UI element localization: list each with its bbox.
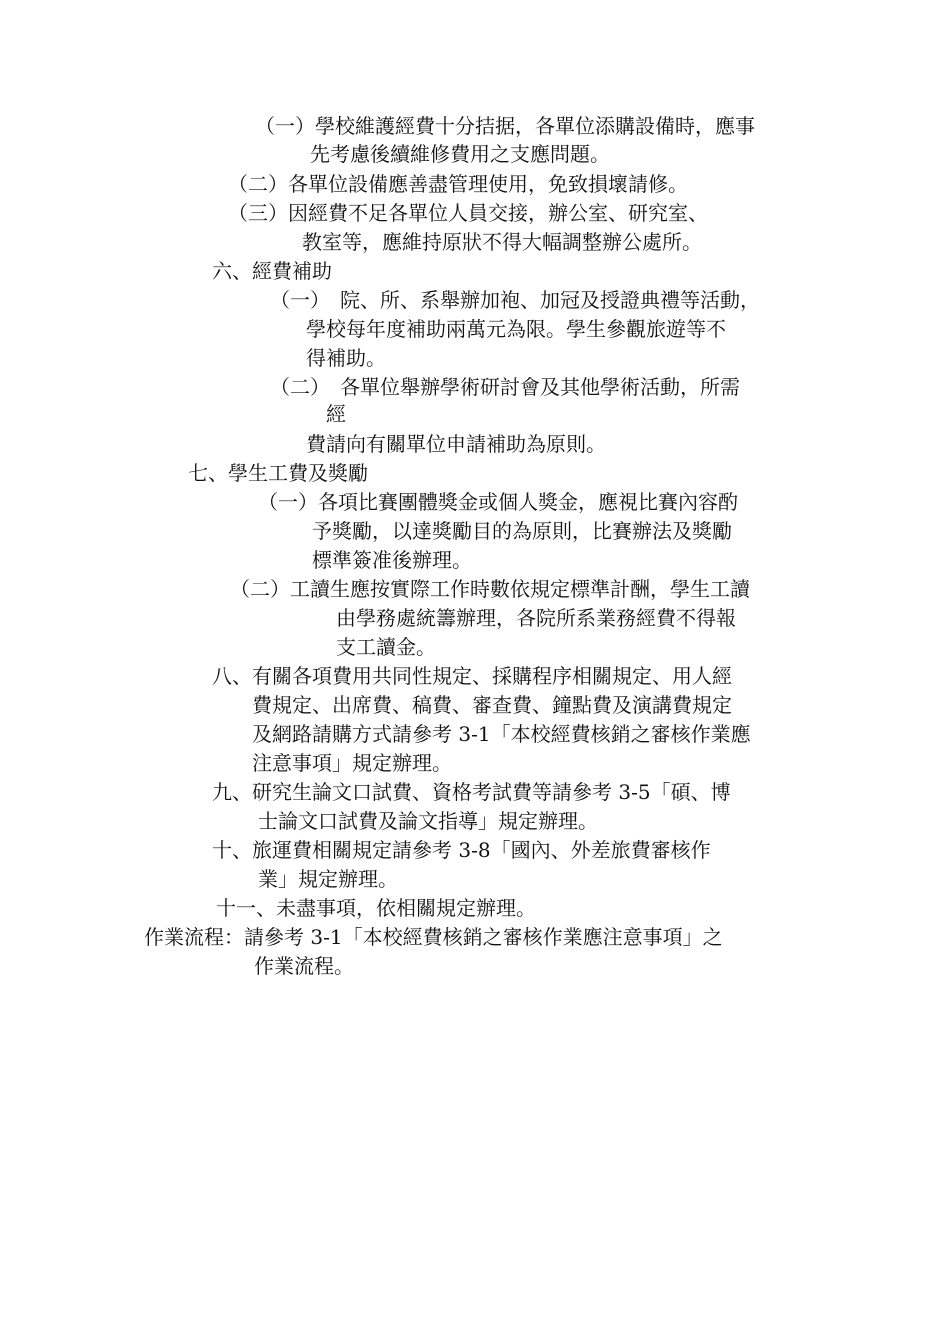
item-7-1-line-1: （一）各項比賽團體獎金或個人獎金，應視比賽內容酌 bbox=[258, 490, 738, 514]
item-5-1-line-2: 先考慮後續維修費用之支應問題。 bbox=[310, 142, 610, 166]
item-6-1-line-1: （一） 院、所、系舉辦加袍、加冠及授證典禮等活動， bbox=[270, 288, 760, 312]
section-9-line-1: 九、研究生論文口試費、資格考試費等請參考 3-5「碩、博 bbox=[212, 780, 731, 804]
item-6-2-line-3: 費請向有關單位申請補助為原則。 bbox=[306, 432, 606, 456]
section-8-line-1: 八、有關各項費用共同性規定、採購程序相關規定、用人經 bbox=[212, 664, 732, 688]
item-7-1-line-2: 予獎勵，以達獎勵目的為原則，比賽辦法及獎勵 bbox=[312, 519, 732, 543]
item-6-1-line-3: 得補助。 bbox=[306, 346, 386, 370]
item-5-1-line-1: （一）學校維護經費十分拮据，各單位添購設備時，應事 bbox=[255, 114, 755, 138]
item-6-2-line-2: 經 bbox=[326, 402, 346, 426]
section-6-heading: 六、經費補助 bbox=[212, 259, 332, 283]
item-6-1-line-2: 學校每年度補助兩萬元為限。學生參觀旅遊等不 bbox=[306, 317, 726, 341]
item-7-2-line-1: （二）工讀生應按實際工作時數依規定標準計酬，學生工讀 bbox=[230, 577, 750, 601]
workflow-line-1: 作業流程：請參考 3-1「本校經費核銷之審核作業應注意事項」之 bbox=[144, 925, 723, 949]
section-10-line-2: 業」規定辦理。 bbox=[258, 867, 398, 891]
item-7-2-line-3: 支工讀金。 bbox=[336, 635, 436, 659]
item-6-2-line-1: （二） 各單位舉辦學術研討會及其他學術活動，所需 bbox=[270, 375, 740, 399]
item-7-1-line-3: 標準簽准後辦理。 bbox=[312, 548, 472, 572]
section-8-line-4: 注意事項」規定辦理。 bbox=[252, 751, 452, 775]
section-9-line-2: 士論文口試費及論文指導」規定辦理。 bbox=[258, 809, 598, 833]
section-8-line-3: 及網路請購方式請參考 3-1「本校經費核銷之審核作業應 bbox=[252, 722, 751, 746]
section-8-line-2: 費規定、出席費、稿費、審查費、鐘點費及演講費規定 bbox=[252, 693, 732, 717]
item-5-3-line-1: （三）因經費不足各單位人員交接，辦公室、研究室、 bbox=[228, 201, 708, 225]
section-10-line-1: 十、旅運費相關規定請參考 3-8「國內、外差旅費審核作 bbox=[212, 838, 711, 862]
item-7-2-line-2: 由學務處統籌辦理，各院所系業務經費不得報 bbox=[336, 606, 736, 630]
section-7-heading: 七、學生工費及獎勵 bbox=[188, 461, 368, 485]
item-5-3-line-2: 教室等，應維持原狀不得大幅調整辦公處所。 bbox=[302, 230, 702, 254]
item-5-2-line-1: （二）各單位設備應善盡管理使用，免致損壞請修。 bbox=[228, 172, 688, 196]
section-11-line-1: 十一、未盡事項，依相關規定辦理。 bbox=[216, 896, 536, 920]
workflow-line-2: 作業流程。 bbox=[254, 954, 354, 978]
